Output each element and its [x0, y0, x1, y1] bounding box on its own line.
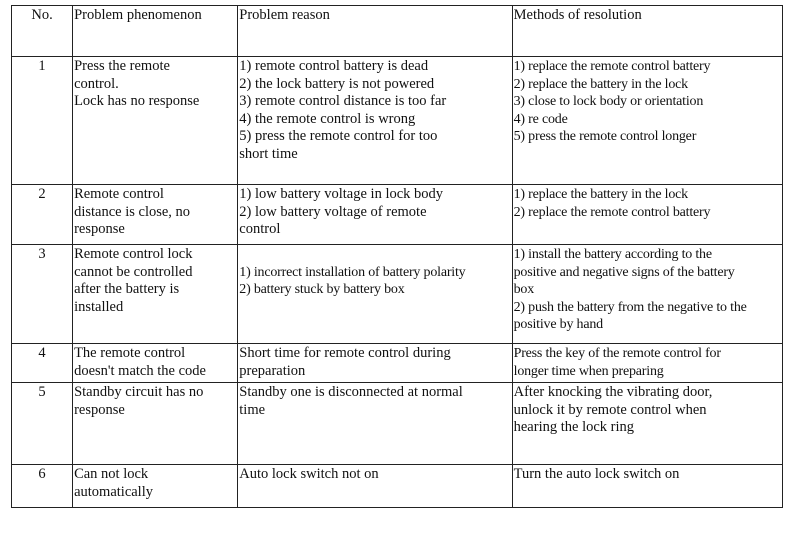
- row-phenomenon: Remote control lock cannot be controlled after the battery is installed: [73, 245, 238, 344]
- table-row: [12, 383, 783, 465]
- row-resolution: Press the key of the remote control for longer time when preparing: [512, 344, 782, 383]
- table-row: [12, 245, 783, 344]
- table-header-row: [12, 6, 783, 57]
- table-row: [12, 344, 783, 383]
- row-reason: Standby one is disconnected at normal time: [238, 383, 512, 465]
- troubleshooting-table: [11, 5, 783, 508]
- row-resolution: 1) replace the battery in the lock 2) replace the remote control battery: [512, 185, 782, 245]
- table-row: [12, 185, 783, 245]
- row-number: 5: [12, 383, 73, 465]
- header-reason: Problem reason: [238, 6, 512, 57]
- row-number: 4: [12, 344, 73, 383]
- row-phenomenon: Standby circuit has no response: [73, 383, 238, 465]
- row-reason: 1) remote control battery is dead 2) the lock battery is not powered 3) remote control distance is too far 4) the remote control is wrong 5) press the remote control for too short time: [238, 57, 512, 185]
- row-reason: 1) incorrect installation of battery polarity 2) battery stuck by battery box: [238, 245, 512, 344]
- row-number: 3: [12, 245, 73, 344]
- row-resolution: Turn the auto lock switch on: [512, 465, 782, 508]
- table-row: [12, 465, 783, 508]
- row-resolution: 1) replace the remote control battery 2) replace the battery in the lock 3) close to lock body or orientation 4) re code 5) press the remote control longer: [512, 57, 782, 185]
- row-reason: 1) low battery voltage in lock body 2) low battery voltage of remote control: [238, 185, 512, 245]
- row-reason: Short time for remote control during preparation: [238, 344, 512, 383]
- header-no: No.: [12, 6, 73, 57]
- row-number: 2: [12, 185, 73, 245]
- row-phenomenon: The remote control doesn't match the code: [73, 344, 238, 383]
- header-resolution: Methods of resolution: [512, 6, 782, 57]
- row-phenomenon: Press the remote control. Lock has no response: [73, 57, 238, 185]
- row-phenomenon: Can not lock automatically: [73, 465, 238, 508]
- row-resolution: After knocking the vibrating door, unlock it by remote control when hearing the lock ring: [512, 383, 782, 465]
- table-row: [12, 57, 783, 185]
- row-number: 1: [12, 57, 73, 185]
- row-resolution: 1) install the battery according to the positive and negative signs of the battery box 2) push the battery from the negative to the positive by hand: [512, 245, 782, 344]
- row-reason: Auto lock switch not on: [238, 465, 512, 508]
- row-number: 6: [12, 465, 73, 508]
- row-phenomenon: Remote control distance is close, no response: [73, 185, 238, 245]
- header-phenomenon: Problem phenomenon: [73, 6, 238, 57]
